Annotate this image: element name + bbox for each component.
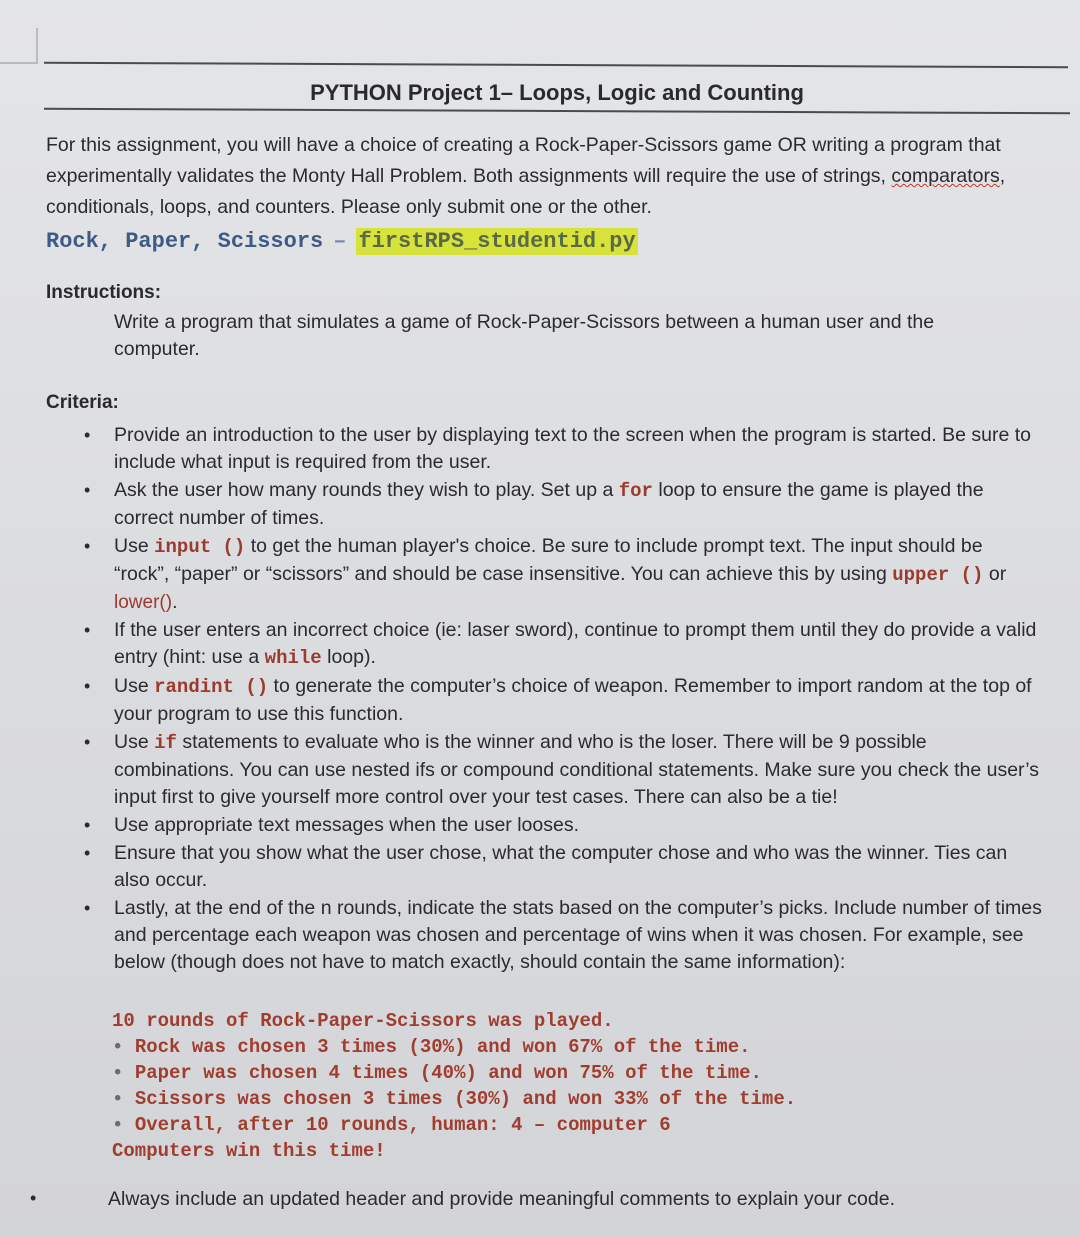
sample-line-text: Paper was chosen 4 times (40%) and won 75% of the time. [134,1062,762,1084]
criteria-text: statements to evaluate who is the winner and who is the loser. There will be 9 possible combinations. You can use nested ifs or compound conditional statements. Make sure you check the user’s input first to give yourself more control over your test cases. There can also be a tie! [114,731,1039,808]
code-keyword: upper () [892,564,984,586]
list-item [78,673,1043,728]
code-keyword: while [264,647,322,669]
sample-line [112,1086,796,1112]
criteria-text: Use [114,675,155,697]
bullet-icon: • [84,898,91,918]
criteria-text: to get the human player's choice. Be sure to include prompt text. The input should be “rock”, “paper” or “scissors” and should be case insensitive. You can achieve this by using [114,535,983,585]
bullet-icon: • [112,1114,124,1136]
criteria-text: Use [114,731,155,753]
project-name: Rock, Paper, Scissors [46,229,324,254]
code-keyword: if [154,732,177,754]
criteria-text: . [172,591,178,613]
criteria-list [78,422,1043,977]
bullet-icon: • [84,843,91,863]
sample-footer: Computers win this time! [112,1140,386,1162]
criteria-text: Ask the user how many rounds they wish to play. Set up a [114,479,619,501]
bullet-icon: • [84,815,91,835]
sample-line-text: Overall, after 10 rounds, human: 4 – computer 6 [134,1114,671,1136]
code-keyword: input () [154,536,246,558]
code-keyword: lower() [114,592,173,613]
bullet-icon: • [84,425,91,445]
bullet-icon: • [84,480,91,500]
criteria-text: Provide an introduction to the user by displaying text to the screen when the program is started. Be sure to include what input is required from the user. [114,424,1032,473]
list-item [78,422,1043,476]
list-item [78,533,1043,616]
intro-text-end: , conditionals, loops, and counters. Please only submit one or the other. [46,165,1006,218]
sample-line [112,1034,796,1060]
list-item [78,812,1043,839]
criteria-text: Use appropriate text messages when the user looses. [114,814,580,836]
criteria-text: If the user enters an incorrect choice (ie: laser sword), continue to prompt them until they do provide a valid entry (hint: use a [114,619,1037,668]
sample-line [112,1112,796,1138]
sample-line-text: Rock was chosen 3 times (30%) and won 67% of the time. [134,1036,751,1058]
bullet-icon: • [112,1062,124,1084]
sample-header: 10 rounds of Rock-Paper-Scissors was played. [112,1010,614,1032]
intro-spellcheck-word: comparators [891,165,1000,187]
intro-text: For this assignment, you will have a choice of creating a Rock-Paper-Scissors game OR writing a program that experimentally validates the Monty Hall Problem. Both assignments will require the use of strings, [46,134,1001,187]
project-separator: – [333,229,347,254]
top-rule [44,62,1068,68]
final-note: Always include an updated header and provide meaningful comments to explain your code. [108,1188,895,1210]
criteria-text: or [983,563,1007,585]
criteria-text: loop to ensure the game is played the correct number of times. [114,479,984,529]
instructions-text: Write a program that simulates a game of Rock-Paper-Scissors between a human user and the computer. [114,311,935,360]
bullet-icon: • [84,732,91,752]
list-item [78,840,1043,894]
title-rule [44,108,1070,114]
criteria-label: Criteria: [46,392,119,413]
sample-line [112,1060,796,1086]
sample-line-text: Scissors was chosen 3 times (30%) and won 33% of the time. [134,1088,797,1110]
sample-output [112,1008,796,1164]
criteria-text: Use [114,535,155,557]
project-filename: firstRPS_studentid.py [358,229,636,254]
list-item [78,729,1043,811]
list-item [78,617,1043,672]
list-item [78,477,1043,532]
intro-paragraph [46,130,1056,223]
page-corner-mark [0,28,38,64]
bullet-icon: • [112,1088,124,1110]
instructions-label: Instructions: [46,282,162,303]
criteria-text: loop). [321,646,376,668]
project-header-line [46,229,638,254]
bullet-icon: • [30,1188,37,1208]
bullet-icon: • [84,676,91,696]
criteria-text: to generate the computer’s choice of weapon. Remember to import random at the top of your program to use this function. [114,675,1032,725]
criteria-text: Lastly, at the end of the n rounds, indicate the stats based on the computer’s picks. Include number of times and percentage each weapon was chosen and percentage of wins when it was chosen. For example, see below (though does not have to match exactly, should contain the same information): [114,897,1042,973]
bullet-icon: • [112,1036,124,1058]
page-title: PYTHON Project 1– Loops, Logic and Counting [310,80,804,105]
criteria-text: Ensure that you show what the user chose, what the computer chose and who was the winner. Ties can also occur. [114,842,1008,891]
bullet-icon: • [84,536,91,556]
bullet-icon: • [84,620,91,640]
code-keyword: randint () [154,676,269,698]
list-item [78,895,1043,976]
code-keyword: for [618,480,653,502]
